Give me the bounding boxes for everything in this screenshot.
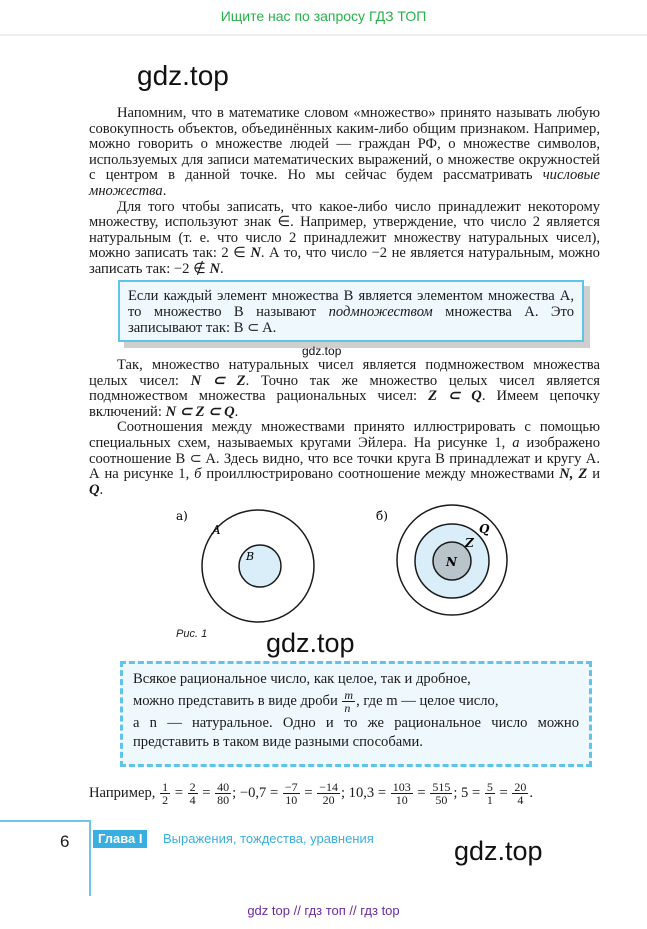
fraction-2 — [188, 781, 198, 806]
fraction-8 — [485, 781, 495, 806]
label-a: A — [212, 523, 221, 537]
frac-num: 5 — [486, 780, 493, 795]
p3-text-a: Так, множество натуральных чисел является подмножеством множества целых чисел: — [89, 357, 600, 389]
p3-end: . — [234, 403, 239, 420]
theorem-box-rational — [120, 661, 592, 767]
examples-mid3: ; 5 = — [453, 785, 481, 801]
frac-den: 2 — [162, 793, 169, 808]
figure-label-b: б) — [376, 509, 388, 523]
set-n-z: N, Z — [559, 466, 588, 483]
fraction-9 — [512, 781, 528, 806]
paragraph-2 — [89, 200, 600, 278]
frac-den: 20 — [322, 793, 335, 808]
top-divider — [0, 34, 647, 36]
frac-num: −7 — [284, 780, 298, 795]
p4-letter-b: б — [194, 466, 202, 483]
watermark-small: gdz.top — [302, 344, 342, 358]
frac-num: 40 — [217, 780, 230, 795]
page-number: 6 — [60, 832, 70, 851]
frac-den: n — [344, 701, 351, 715]
fraction-m-n — [342, 689, 355, 714]
box2-line3: а n — натуральное. Одно и то же рациональное число можно представить в таком виде разными способами. — [133, 715, 579, 750]
frac-num: m — [344, 688, 354, 702]
watermark-bottom: gdz.top — [454, 836, 543, 866]
fraction-4 — [283, 781, 300, 806]
frac-den: 4 — [189, 793, 196, 808]
fraction-1 — [160, 781, 170, 806]
set-q: Q — [89, 481, 100, 498]
p1-end: . — [162, 182, 167, 199]
equals: = — [202, 785, 211, 801]
fraction-6 — [391, 781, 413, 806]
label-b: B — [246, 550, 255, 563]
equals: = — [174, 785, 183, 801]
box2-line2 — [133, 689, 579, 714]
label-n: N — [446, 555, 457, 569]
frac-num: −14 — [319, 780, 338, 795]
p4-end: . — [99, 481, 104, 498]
p3-text-c: . Имеем цепочку включений: — [89, 388, 601, 420]
chapter-title: Выражения, тождества, уравнения — [163, 831, 374, 846]
frac-den: 1 — [486, 793, 493, 808]
main-text — [89, 106, 600, 278]
frac-den: 80 — [217, 793, 230, 808]
frac-den: 10 — [285, 793, 298, 808]
frac-den: 10 — [395, 793, 408, 808]
fraction-5 — [317, 781, 340, 806]
footer-vertical-line — [89, 820, 91, 896]
set-n: N — [250, 245, 261, 262]
p1-italic: числовые множества — [89, 167, 600, 199]
watermark-middle: gdz.top — [266, 628, 355, 658]
fraction-7 — [430, 781, 452, 806]
set-z-in-q: Z ⊂ Q — [428, 388, 482, 405]
p2-text-a: Для того чтобы записать, что какое-либо число принадлежит некоторому множеству, используют знак ∈. Например, утверждение, что число 2 является натуральным (т. е. что число 2 принадлежит множеству натуральных чисел), можно записать так: 2 ∈ — [89, 198, 600, 262]
label-z: Z — [465, 536, 474, 550]
p4-letter-a: а — [512, 434, 520, 451]
fraction-3 — [215, 781, 231, 806]
p2-text-b: . А то, что число −2 не является натуральным, можно записать так: −2 ∉ — [89, 245, 600, 277]
paragraph-1 — [89, 106, 600, 200]
equals: = — [304, 785, 313, 801]
set-n: N — [209, 260, 221, 277]
frac-num: 1 — [162, 780, 169, 795]
set-n-in-z: N ⊂ Z — [190, 372, 246, 389]
p2-end: . — [220, 260, 224, 277]
bottom-links[interactable]: gdz top // гдз топ // гдз top — [247, 903, 400, 918]
frac-den: 4 — [517, 793, 524, 808]
p4-and: и — [592, 466, 600, 483]
frac-den: 50 — [435, 793, 448, 808]
figure-label-a: а) — [176, 509, 188, 523]
box1-text-b: множества A. Это записывают так: B ⊂ A. — [128, 304, 574, 336]
figure-caption: Рис. 1 — [176, 628, 208, 640]
label-q: Q — [479, 522, 490, 536]
frac-num: 2 — [189, 780, 196, 795]
definition-box-subset — [118, 280, 584, 342]
paragraph-4 — [89, 420, 600, 498]
p4-text-c: проиллюстрировано соотношение между множествами — [206, 466, 555, 483]
frac-num: 103 — [392, 780, 411, 795]
paragraph-3 — [89, 358, 600, 420]
footer-rule — [0, 820, 90, 822]
examples-mid2: ; 10,3 = — [340, 785, 387, 801]
frac-num: 20 — [514, 780, 527, 795]
examples-lead: Например, — [89, 785, 156, 801]
equals: = — [499, 785, 508, 801]
frac-num: 515 — [432, 780, 451, 795]
box2-line1: Всякое рациональное число, как целое, так и дробное, — [133, 671, 471, 687]
examples-end: . — [529, 785, 534, 801]
euler-diagram — [170, 500, 510, 630]
watermark-top: gdz.top — [137, 60, 229, 91]
p3-text-b: . Точно так же множество целых чисел является подмножеством множества рациональных чисел: — [89, 372, 600, 405]
box2-line2-b: , где m — целое число, — [356, 692, 499, 709]
chapter-badge: Глава I — [93, 830, 147, 848]
box1-text-a: Если каждый элемент множества B является элементом множества A, то множество B называют — [128, 288, 574, 320]
p4-text-a: Соотношения между множествами принято иллюстрировать с помощью специальных схем, называемых кругами Эйлера. На рисунке 1, — [89, 419, 600, 451]
set-chain: N ⊂ Z ⊂ Q — [165, 403, 235, 420]
box1-italic: подмножеством — [328, 304, 433, 320]
p4-text-b: изображено соотношение B ⊂ A. Здесь видно, что все точки круга B принадлежат и кругу A. А на рисунке 1, — [89, 434, 600, 483]
p1-text: Напомним, что в математике словом «множество» принято называть любую совокупность объектов, объединённых каким-либо общим признаком. Например, можно говорить о множестве людей — граждан РФ, о множестве символов, используемых для записи математических выражений, о множестве окружностей с центром в данной точке. Но мы сейчас будем рассматривать — [89, 105, 600, 184]
examples-line — [89, 778, 629, 808]
top-banner[interactable]: Ищите нас по запросу ГДЗ ТОП — [220, 8, 427, 24]
examples-mid1: ; −0,7 = — [232, 785, 279, 801]
main-text-2 — [89, 358, 600, 498]
box2-line2-a: можно представить в виде дроби — [133, 692, 338, 709]
equals: = — [417, 785, 426, 801]
